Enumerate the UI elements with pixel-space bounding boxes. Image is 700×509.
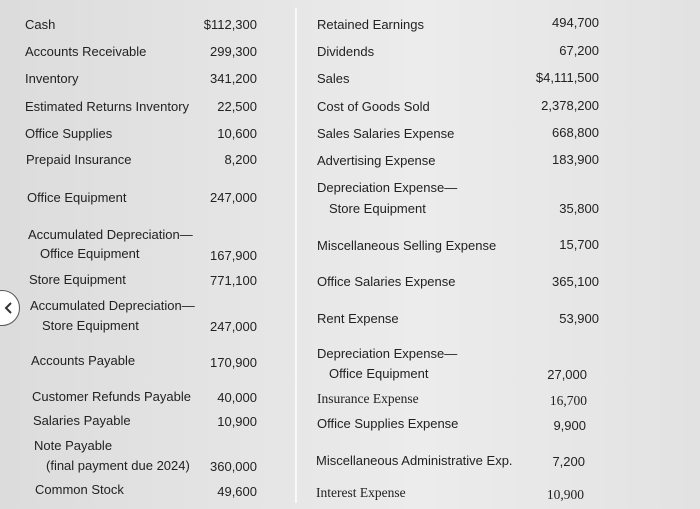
account-amount: 10,900: [217, 414, 257, 429]
back-arrow-badge[interactable]: [0, 290, 20, 326]
account-label: Advertising Expense: [317, 153, 436, 168]
account-label: Note Payable: [34, 438, 113, 453]
account-amount: 771,100: [210, 273, 257, 288]
account-label: Inventory: [25, 71, 79, 86]
account-label: Sales: [317, 71, 350, 86]
account-label: Depreciation Expense—: [317, 346, 458, 361]
account-label: Customer Refunds Payable: [32, 389, 191, 404]
account-label: Accumulated Depreciation—: [30, 298, 195, 313]
account-amount: 360,000: [210, 459, 257, 474]
account-label: Accumulated Depreciation—: [28, 227, 193, 242]
account-amount: 170,900: [210, 355, 257, 370]
account-amount: 9,900: [553, 418, 586, 433]
account-label: Depreciation Expense—: [317, 180, 458, 195]
account-label: Common Stock: [35, 482, 124, 497]
account-label: Rent Expense: [317, 311, 399, 326]
account-amount: 247,000: [210, 190, 257, 205]
account-label: Accounts Receivable: [25, 44, 147, 59]
account-amount: 16,700: [549, 393, 587, 408]
account-amount: 40,000: [217, 390, 257, 405]
account-label: Office Supplies: [25, 126, 113, 141]
account-amount: 49,600: [217, 484, 257, 499]
account-label: Sales Salaries Expense: [317, 126, 455, 141]
account-amount: 299,300: [210, 44, 257, 59]
account-label: Office Supplies Expense: [317, 416, 459, 431]
account-amount: 22,500: [217, 99, 257, 114]
account-amount: $112,300: [203, 17, 257, 32]
account-amount: 53,900: [559, 311, 599, 326]
account-amount: $4,111,500: [535, 70, 599, 85]
account-label: Salaries Payable: [33, 413, 131, 428]
account-amount: 2,378,200: [541, 98, 599, 113]
account-label: Store Equipment: [29, 272, 126, 287]
account-label: Cost of Goods Sold: [317, 99, 430, 114]
account-label: Prepaid Insurance: [26, 152, 132, 167]
account-amount: 183,900: [552, 152, 599, 167]
account-amount: 341,200: [210, 71, 257, 86]
account-label: Insurance Expense: [317, 391, 419, 406]
account-amount: 167,900: [210, 248, 257, 263]
account-amount: 668,800: [552, 125, 599, 140]
account-label: Estimated Returns Inventory: [25, 99, 190, 114]
account-amount: 35,800: [559, 201, 599, 216]
account-label: Cash: [25, 17, 56, 32]
account-amount: 15,700: [559, 237, 599, 252]
account-amount: 8,200: [224, 152, 257, 167]
account-label: Interest Expense: [316, 485, 406, 500]
account-label: Miscellaneous Administrative Exp.: [316, 453, 513, 468]
account-amount: 247,000: [210, 319, 257, 334]
account-label-line2: Office Equipment: [40, 246, 140, 261]
account-label: Miscellaneous Selling Expense: [317, 238, 497, 253]
account-label-line2: Office Equipment: [329, 366, 429, 381]
chevron-left-icon: [2, 301, 16, 315]
account-label: Accounts Payable: [31, 353, 136, 368]
account-label: Office Equipment: [27, 190, 127, 205]
account-label-line2: Store Equipment: [42, 318, 139, 333]
account-label-line2: (final payment due 2024): [46, 458, 190, 473]
account-label: Office Salaries Expense: [317, 274, 456, 289]
account-amount: 10,600: [217, 126, 257, 141]
account-amount: 67,200: [559, 43, 599, 58]
account-amount: 10,900: [546, 487, 584, 502]
column-divider: [295, 8, 297, 503]
account-amount: 27,000: [547, 367, 587, 382]
account-label: Retained Earnings: [317, 17, 424, 32]
account-amount: 7,200: [552, 454, 585, 469]
account-amount: 494,700: [552, 15, 599, 30]
account-label-line2: Store Equipment: [329, 201, 426, 216]
account-label: Dividends: [317, 44, 375, 59]
account-amount: 365,100: [552, 274, 599, 289]
